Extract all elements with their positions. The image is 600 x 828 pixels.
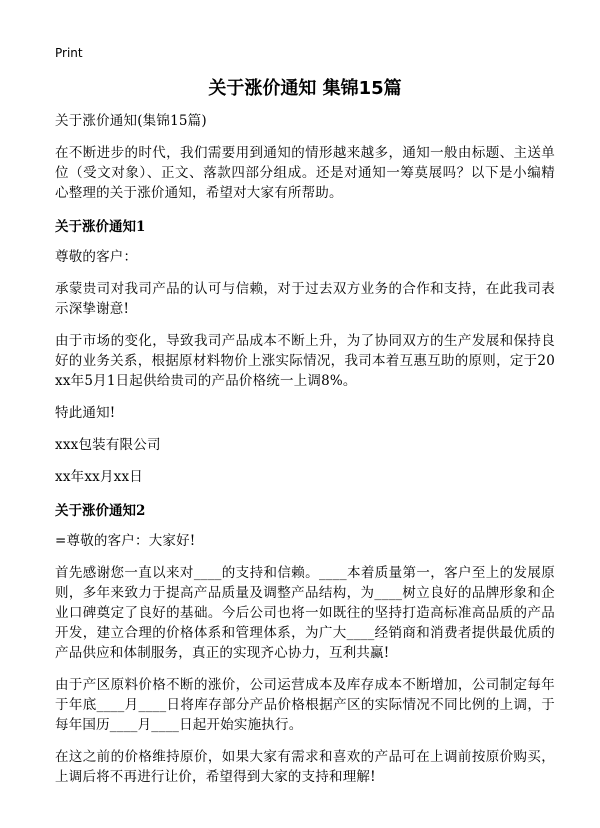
section-2-salutation: =尊敬的客户：大家好! bbox=[55, 533, 196, 549]
document-subtitle: 关于涨价通知(集锦15篇) bbox=[55, 113, 207, 129]
section-2-paragraph: 首先感谢您一直以来对____的支持和信赖。____本着质量第一，客户至上的发展原则，多年来致力于提高产品质量及调整产品结构，为____树立良好的品牌形象和企业口碑奠定了良好的基础。今后公司也将一如既往的坚持打造高标准高品质的产品开发，建立合理的价格体系和管理体系，为广大____经销商和消费者提供最优质的产品供应和体制服务，真正的实现齐心协力，互利共赢! bbox=[55, 565, 555, 661]
section-2-paragraph: 在这之前的价格维持原价，如果大家有需求和喜欢的产品可在上调前按原价购买，上调后将不再进行让价，希望得到大家的支持和理解! bbox=[55, 749, 555, 785]
print-label: Print bbox=[55, 46, 83, 60]
document-title: 关于涨价通知 集锦15篇 bbox=[208, 78, 402, 99]
intro-paragraph: 在不断进步的时代，我们需要用到通知的情形越来越多，通知一般由标题、主送单位（受文对象）、正文、落款四部分组成。还是对通知一筹莫展吗？以下是小编精心整理的关于涨价通知，希望对大家有所帮助。 bbox=[55, 145, 555, 201]
document-page bbox=[55, 45, 555, 799]
section-2-paragraph: 由于产区原料价格不断的涨价，公司运营成本及库存成本不断增加，公司制定每年于年底____月____日将库存部分产品价格根据产区的实际情况不同比例的上调，于每年国历____月____日起开始实施执行。 bbox=[55, 677, 555, 733]
section-title-1: 关于涨价通知1 bbox=[55, 219, 146, 235]
section-1-salutation: 尊敬的客户： bbox=[55, 249, 138, 265]
section-1-date: xx年xx月xx日 bbox=[55, 469, 143, 485]
section-1-signature: xxx包装有限公司 bbox=[55, 437, 161, 453]
section-1-paragraph: 由于市场的变化，导致我司产品成本不断上升，为了协同双方的生产发展和保持良好的业务关系，根据原材料物价上涨实际情况，我司本着互惠互助的原则，定于20xx年5月1日起供给贵司的产品价格统一上调8%。 bbox=[55, 333, 555, 389]
section-1-paragraph: 承蒙贵司对我司产品的认可与信赖，对于过去双方业务的合作和支持，在此我司表示深挚谢意! bbox=[55, 281, 555, 317]
section-1-closing: 特此通知! bbox=[55, 405, 116, 421]
section-title-2: 关于涨价通知2 bbox=[55, 503, 146, 519]
